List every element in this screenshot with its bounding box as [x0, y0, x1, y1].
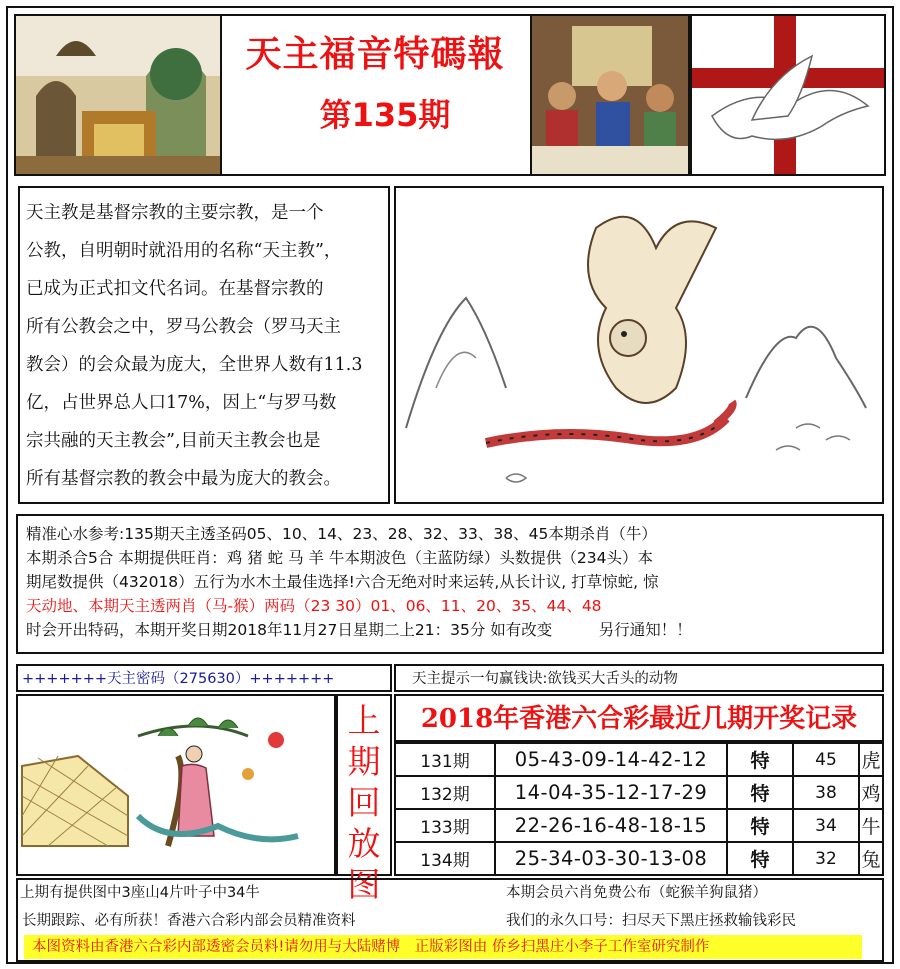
tips-line-4-highlight: 本期天主透两肖（马-猴）两码（23 30）01、06、11、20、35、44、48 — [88, 597, 602, 615]
intro-text-box — [18, 186, 390, 504]
cross-dove-image — [690, 14, 886, 176]
replay-char: 回 — [347, 783, 381, 822]
table-row — [395, 809, 883, 842]
eagle-snake-illustration — [394, 186, 884, 504]
numbers-cell: 22-26-16-48-18-15 — [495, 809, 727, 842]
tips-line-4 — [26, 594, 874, 618]
period-cell: 131期 — [395, 743, 495, 776]
special-number-cell: 38 — [793, 776, 859, 809]
replay-char: 图 — [347, 865, 381, 904]
footer-slogan: 长期跟踪、必有所获！香港六合彩内部会员精准资料 — [22, 913, 356, 929]
footer-member-zodiacs: 本期会员六肖免费公布（蛇猴羊狗鼠猪） — [506, 885, 767, 901]
hint-text: 天主提示一句赢钱诀:欲钱买大舌头的动物 — [394, 664, 884, 692]
table-row — [395, 842, 883, 875]
footer-banner: 本图资料由香港六合彩内部透密会员料!请勿用与大陆赌博 正版彩图由 侨乡扫黑庄小李子工作室研究制作 — [24, 935, 862, 959]
period-cell: 133期 — [395, 809, 495, 842]
intro-line: 亿，占世界总人口17%，因上“与罗马数 — [26, 393, 337, 413]
period-cell: 134期 — [395, 842, 495, 875]
cathedral-image — [14, 14, 222, 176]
replay-char: 放 — [347, 824, 381, 863]
zodiac-cell: 牛 — [859, 809, 883, 842]
numbers-cell: 05-43-09-14-42-12 — [495, 743, 727, 776]
intro-line: 天主教是基督宗教的主要宗教，是一个 — [26, 203, 324, 223]
tips-line-2: 本期杀合5合 本期提供旺肖：鸡 猪 蛇 马 羊 牛本期波色（主蓝防绿）头数提供（234头）本 — [26, 549, 654, 567]
tips-line-4-lead: 天动地、 — [26, 597, 89, 615]
last-supper-image — [530, 14, 690, 176]
special-label-cell: 特 — [727, 842, 793, 875]
zodiac-cell: 兔 — [859, 842, 883, 875]
intro-line: 教会）的会众最为庞大，全世界人数有11.3 — [26, 355, 363, 375]
numbers-cell: 14-04-35-12-17-29 — [495, 776, 727, 809]
tips-line-1: 精准心水参考:135期天主透圣码05、10、14、23、28、32、33、38、45本期杀肖（牛） — [26, 525, 657, 543]
special-label-cell: 特 — [727, 809, 793, 842]
replay-char: 上 — [347, 701, 381, 740]
footer-previous-hint: 上期有提供图中3座山4片叶子中34牛 — [20, 885, 260, 901]
table-row — [395, 743, 883, 776]
period-cell: 132期 — [395, 776, 495, 809]
tips-notice-box — [16, 514, 884, 654]
tips-line-3: 期尾数提供（432018）五行为水木土最佳选择!六合无绝对时来运转,从长计议, 打草惊蛇, 惊 — [26, 573, 659, 591]
intro-line: 宗共融的天主教会”,目前天主教会也是 — [26, 431, 321, 451]
numbers-cell: 25-34-03-30-13-08 — [495, 842, 727, 875]
issue-number: 第135期 — [319, 96, 451, 134]
last-issue-replay-label — [336, 694, 392, 904]
footer-motto: 我们的永久口号：扫尽天下黑庄拯救输钱彩民 — [506, 913, 796, 929]
tips-line-5: 时会开出特码，本期开奖日期2018年11月27日星期二上21：35分 如有改变 另行通知！！ — [26, 621, 692, 639]
special-number-cell: 32 — [793, 842, 859, 875]
previous-issue-illustration — [16, 694, 336, 876]
special-number-cell: 45 — [793, 743, 859, 776]
zodiac-cell: 鸡 — [859, 776, 883, 809]
special-number-cell: 34 — [793, 809, 859, 842]
table-row — [395, 776, 883, 809]
intro-line: 公教，自明朝时就沿用的名称“天主教”， — [26, 241, 342, 261]
intro-line: 所有公教会之中，罗马公教会（罗马天主 — [26, 317, 341, 337]
replay-char: 期 — [347, 742, 381, 781]
intro-line: 所有基督宗教的教会中最为庞大的教会。 — [26, 469, 341, 489]
password-bar: +++++++天主密码（275630）+++++++ — [16, 664, 392, 692]
page-title: 天主福音特碼報 — [245, 34, 505, 75]
special-label-cell: 特 — [727, 743, 793, 776]
zodiac-cell: 虎 — [859, 743, 883, 776]
records-title: 2018年香港六合彩最近几期开奖记录 — [394, 694, 884, 742]
special-label-cell: 特 — [727, 776, 793, 809]
intro-line: 已成为正式扣文代名词。在基督宗教的 — [26, 279, 324, 299]
draw-records-table — [394, 742, 884, 876]
